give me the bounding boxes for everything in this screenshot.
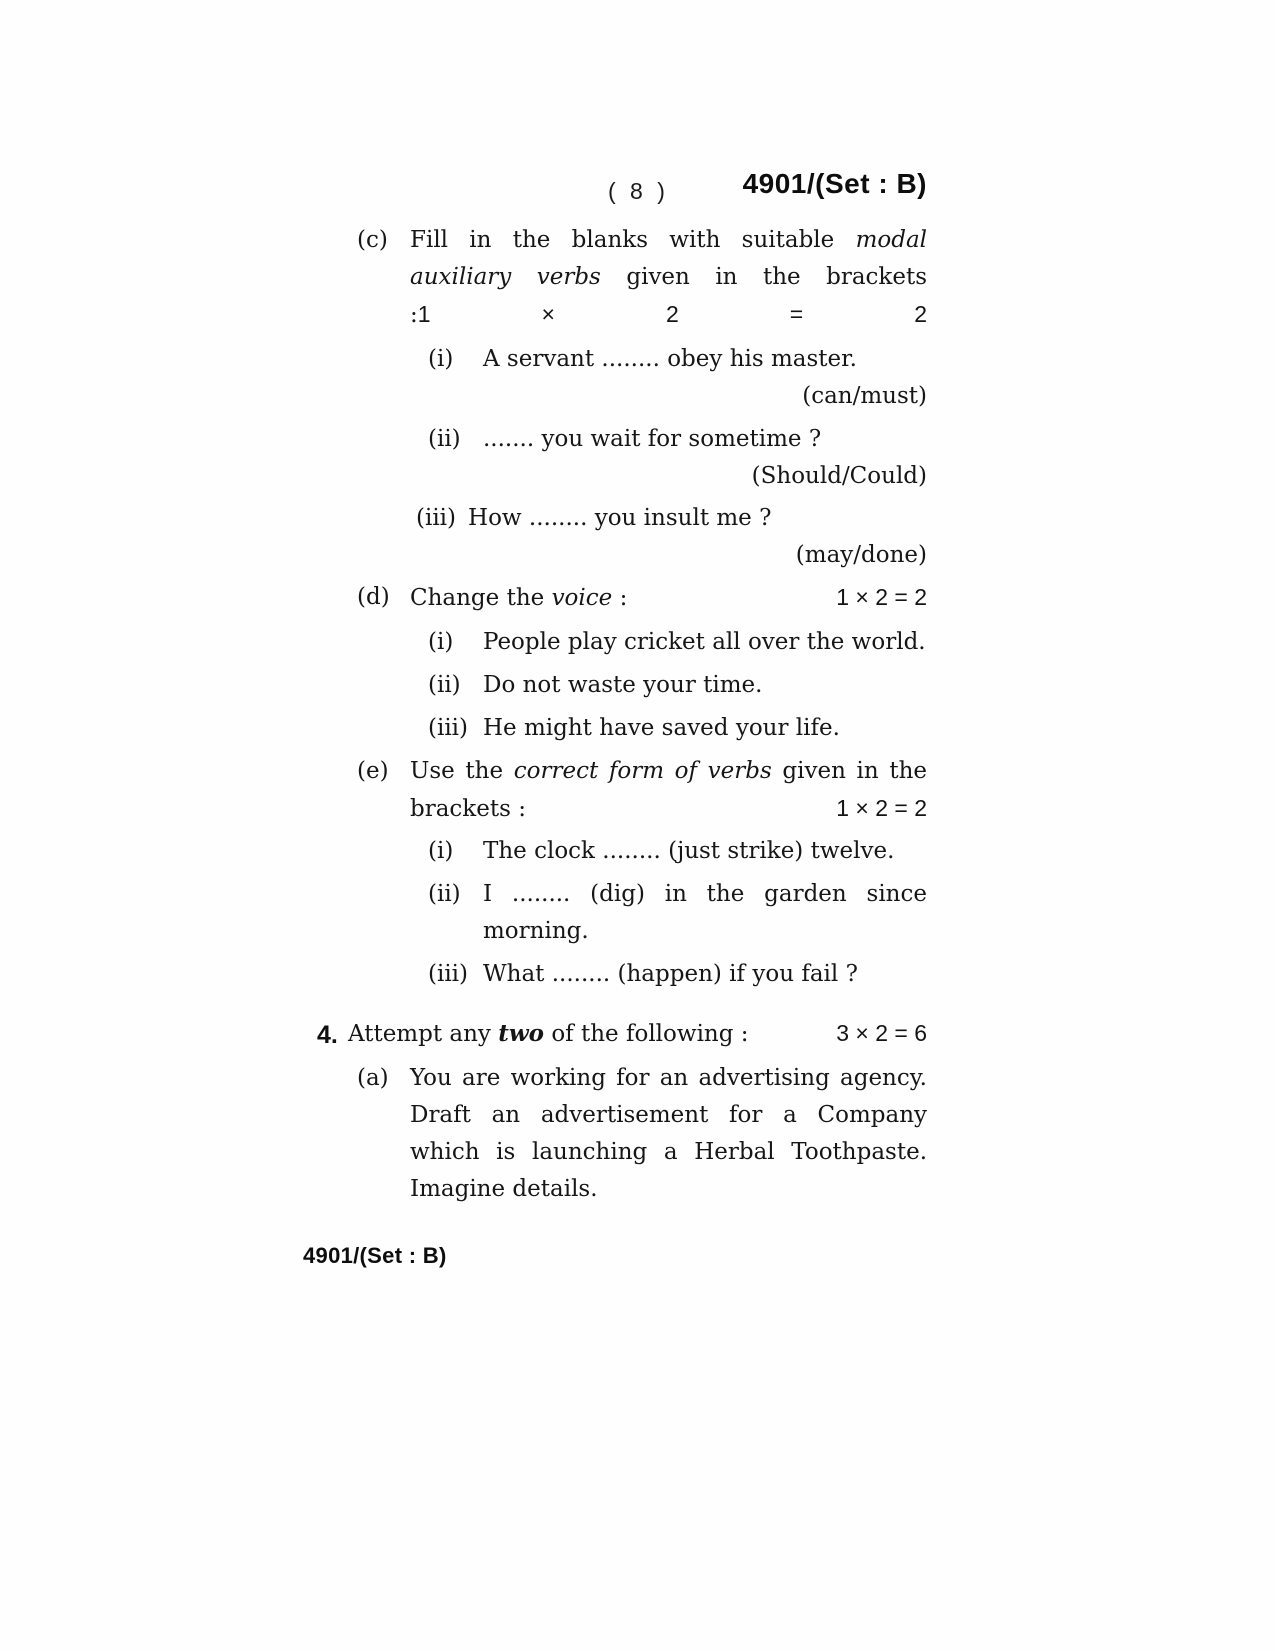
item-label: (i) <box>428 629 454 655</box>
question-d-item-iii <box>300 710 927 747</box>
question-e-item-ii <box>300 876 927 950</box>
item-text: How ........ you insult me ? <box>468 505 772 531</box>
item-text: Do not waste your time. <box>483 672 763 698</box>
question-c <box>300 222 927 334</box>
question-4 <box>300 1015 927 1054</box>
question-c-line2-italic: auxiliary verbs <box>410 264 601 290</box>
item-text: ....... you wait for sometime ? <box>483 426 822 452</box>
item-text-line2: morning. <box>483 918 589 944</box>
question-e-line1 <box>410 753 927 790</box>
paper-code-footer: 4901/(Set : B) <box>303 1243 447 1268</box>
question-4-heading <box>348 1015 927 1053</box>
question-4-pre: Attempt any <box>348 1021 491 1047</box>
question-d-item-i <box>300 624 927 661</box>
item-label: (ii) <box>428 426 461 452</box>
question-e-post: given in the <box>782 758 928 784</box>
question-e-item-i <box>300 833 927 870</box>
options-hint: (can/must) <box>802 383 927 409</box>
question-e-item-iii <box>300 956 927 993</box>
item-label: (ii) <box>428 881 461 907</box>
item-text: People play cricket all over the world. <box>483 629 926 655</box>
question-c-line2-normal: given in the brackets : <box>410 264 928 328</box>
question-d-pre: Change the <box>410 585 545 611</box>
question-d-marks: 1 × 2 = 2 <box>836 584 927 610</box>
question-d-heading <box>410 579 927 617</box>
question-4a <box>300 1060 927 1208</box>
question-c-item-i <box>300 341 927 415</box>
item-text: He might have saved your life. <box>483 715 840 741</box>
question-4a-line3: which is launching a Herbal Toothpaste. <box>410 1139 927 1165</box>
question-4-text <box>348 1015 749 1053</box>
item-text: The clock ........ (just strike) twelve. <box>483 838 895 864</box>
item-label: (ii) <box>428 672 461 698</box>
page-header <box>300 170 927 207</box>
options-hint: (Should/Could) <box>751 463 927 489</box>
question-4-post: of the following : <box>551 1021 749 1047</box>
item-label: (iii) <box>428 961 469 987</box>
question-4-emphasis: two <box>498 1020 544 1047</box>
question-4-marks: 3 × 2 = 6 <box>836 1020 927 1046</box>
question-4a-line2: Draft an advertisement for a Company <box>410 1102 927 1128</box>
item-label: (iii) <box>428 715 469 741</box>
question-d <box>300 579 927 617</box>
question-e-marks: 1 × 2 = 2 <box>836 795 927 821</box>
question-c-label: (c) <box>357 227 388 253</box>
question-c-item-ii <box>300 421 927 495</box>
question-e-label: (e) <box>357 758 389 784</box>
question-d-text <box>410 580 627 617</box>
question-c-marks: 1 × 2 = 2 <box>417 301 927 327</box>
item-label: (i) <box>428 838 454 864</box>
item-label: (i) <box>428 346 454 372</box>
options-hint: (may/done) <box>795 542 927 568</box>
question-e <box>300 753 927 828</box>
question-c-text <box>410 222 927 334</box>
item-text-line1: I ........ (dig) in the garden since <box>483 881 927 907</box>
question-d-italic: voice <box>551 585 613 611</box>
question-e-italic: correct form of verbs <box>513 758 772 784</box>
question-c-line1-normal: Fill in the blanks with suitable <box>410 227 835 253</box>
question-e-pre: Use the <box>410 758 504 784</box>
question-c-line1 <box>410 222 927 259</box>
question-c-line2 <box>410 259 927 334</box>
question-d-item-ii <box>300 667 927 704</box>
question-4a-line4: Imagine details. <box>410 1176 598 1202</box>
question-d-label: (d) <box>357 584 390 610</box>
page-number: ( 8 ) <box>608 178 669 204</box>
question-c-item-iii <box>300 500 927 574</box>
question-d-colon: : <box>619 585 628 611</box>
paper-code-header: 4901/(Set : B) <box>742 168 927 199</box>
question-c-line1-italic: modal <box>855 227 928 253</box>
question-e-line2 <box>410 790 927 828</box>
question-4-number: 4. <box>317 1021 338 1049</box>
item-text: A servant ........ obey his master. <box>483 346 857 372</box>
question-4a-label: (a) <box>357 1065 389 1091</box>
page-content <box>300 170 927 1208</box>
item-text: What ........ (happen) if you fail ? <box>483 961 858 987</box>
question-4a-line1: You are working for an advertising agency. <box>410 1065 927 1091</box>
item-label: (iii) <box>416 505 457 531</box>
question-e-line2-text: brackets : <box>410 796 526 822</box>
